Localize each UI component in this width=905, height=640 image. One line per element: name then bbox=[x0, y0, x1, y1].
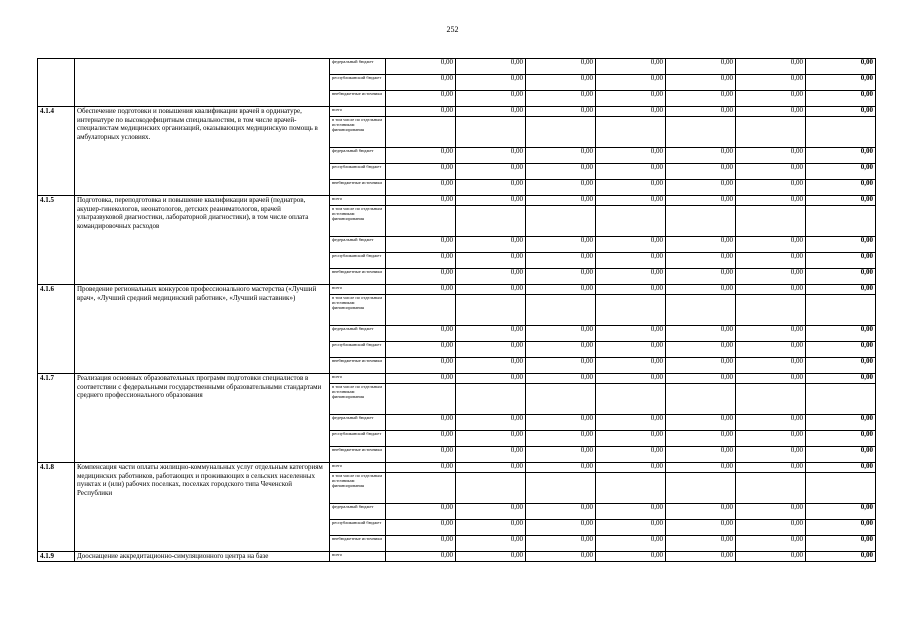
value-cell: 0,00 bbox=[386, 415, 456, 431]
value-cell: 0,00 bbox=[456, 180, 526, 196]
value-cell: 0,00 bbox=[806, 552, 876, 562]
value-cell: 0,00 bbox=[666, 504, 736, 520]
value-cell: 0,00 bbox=[806, 463, 876, 473]
value-cell: 0,00 bbox=[596, 520, 666, 536]
empty-cell bbox=[386, 473, 456, 504]
empty-cell bbox=[386, 295, 456, 326]
value-cell: 0,00 bbox=[666, 358, 736, 374]
value-cell: 0,00 bbox=[456, 431, 526, 447]
value-cell: 0,00 bbox=[736, 269, 806, 285]
value-cell: 0,00 bbox=[806, 326, 876, 342]
budget-table bbox=[37, 58, 876, 562]
empty-cell bbox=[666, 117, 736, 148]
value-cell: 0,00 bbox=[596, 463, 666, 473]
value-cell: 0,00 bbox=[596, 536, 666, 552]
value-cell: 0,00 bbox=[806, 269, 876, 285]
value-cell: 0,00 bbox=[666, 520, 736, 536]
value-cell: 0,00 bbox=[666, 342, 736, 358]
value-cell: 0,00 bbox=[596, 91, 666, 107]
table-row bbox=[38, 196, 876, 206]
value-cell: 0,00 bbox=[736, 107, 806, 117]
empty-cell bbox=[806, 384, 876, 415]
value-cell: 0,00 bbox=[526, 431, 596, 447]
item-code: 4.1.8 bbox=[38, 463, 75, 552]
empty-cell bbox=[736, 206, 806, 237]
table-row bbox=[38, 107, 876, 117]
value-cell: 0,00 bbox=[666, 552, 736, 562]
value-cell: 0,00 bbox=[666, 285, 736, 295]
source-label: федеральный бюджет bbox=[330, 59, 386, 75]
value-cell: 0,00 bbox=[596, 237, 666, 253]
value-cell: 0,00 bbox=[456, 107, 526, 117]
source-label: федеральный бюджет bbox=[330, 237, 386, 253]
value-cell: 0,00 bbox=[456, 447, 526, 463]
value-cell: 0,00 bbox=[666, 59, 736, 75]
value-cell: 0,00 bbox=[386, 59, 456, 75]
value-cell: 0,00 bbox=[526, 180, 596, 196]
empty-cell bbox=[526, 473, 596, 504]
empty-cell bbox=[806, 295, 876, 326]
empty-cell bbox=[806, 117, 876, 148]
value-cell: 0,00 bbox=[736, 520, 806, 536]
empty-cell bbox=[806, 206, 876, 237]
value-cell: 0,00 bbox=[736, 91, 806, 107]
source-label: всего bbox=[330, 107, 386, 117]
value-cell: 0,00 bbox=[456, 536, 526, 552]
source-label: республиканский бюджет bbox=[330, 431, 386, 447]
value-cell: 0,00 bbox=[456, 520, 526, 536]
value-cell: 0,00 bbox=[666, 164, 736, 180]
value-cell: 0,00 bbox=[806, 75, 876, 91]
value-cell: 0,00 bbox=[596, 504, 666, 520]
value-cell: 0,00 bbox=[456, 253, 526, 269]
value-cell: 0,00 bbox=[596, 358, 666, 374]
value-cell: 0,00 bbox=[386, 75, 456, 91]
value-cell: 0,00 bbox=[526, 326, 596, 342]
value-cell: 0,00 bbox=[596, 196, 666, 206]
value-cell: 0,00 bbox=[526, 504, 596, 520]
value-cell: 0,00 bbox=[386, 237, 456, 253]
item-code: 4.1.6 bbox=[38, 285, 75, 374]
value-cell: 0,00 bbox=[526, 536, 596, 552]
value-cell: 0,00 bbox=[456, 91, 526, 107]
empty-cell bbox=[806, 473, 876, 504]
value-cell: 0,00 bbox=[736, 148, 806, 164]
source-label: федеральный бюджет bbox=[330, 148, 386, 164]
empty-cell bbox=[666, 295, 736, 326]
value-cell: 0,00 bbox=[596, 342, 666, 358]
source-label: в том числе по отдельным источникам финансирования bbox=[330, 117, 386, 148]
value-cell: 0,00 bbox=[806, 91, 876, 107]
value-cell: 0,00 bbox=[386, 253, 456, 269]
empty-cell bbox=[596, 295, 666, 326]
value-cell: 0,00 bbox=[456, 326, 526, 342]
value-cell: 0,00 bbox=[666, 463, 736, 473]
value-cell: 0,00 bbox=[596, 326, 666, 342]
source-label: республиканский бюджет bbox=[330, 342, 386, 358]
value-cell: 0,00 bbox=[456, 269, 526, 285]
value-cell: 0,00 bbox=[596, 148, 666, 164]
value-cell: 0,00 bbox=[386, 148, 456, 164]
item-name: Проведение региональных конкурсов профессионального мастерства («Лучший врач», «Лучший средний медицинский работник», «Лучший наставник») bbox=[75, 285, 330, 374]
table-row bbox=[38, 59, 876, 75]
item-code-cell bbox=[38, 59, 75, 107]
value-cell: 0,00 bbox=[386, 164, 456, 180]
value-cell: 0,00 bbox=[386, 431, 456, 447]
source-label: внебюджетные источники bbox=[330, 269, 386, 285]
value-cell: 0,00 bbox=[596, 75, 666, 91]
empty-cell bbox=[596, 473, 666, 504]
source-label: в том числе по отдельным источникам финансирования bbox=[330, 295, 386, 326]
value-cell: 0,00 bbox=[386, 269, 456, 285]
value-cell: 0,00 bbox=[666, 75, 736, 91]
value-cell: 0,00 bbox=[386, 463, 456, 473]
value-cell: 0,00 bbox=[456, 164, 526, 180]
value-cell: 0,00 bbox=[386, 180, 456, 196]
source-label: внебюджетные источники bbox=[330, 180, 386, 196]
value-cell: 0,00 bbox=[386, 536, 456, 552]
value-cell: 0,00 bbox=[386, 326, 456, 342]
value-cell: 0,00 bbox=[666, 196, 736, 206]
value-cell: 0,00 bbox=[456, 75, 526, 91]
value-cell: 0,00 bbox=[386, 447, 456, 463]
value-cell: 0,00 bbox=[526, 269, 596, 285]
empty-cell bbox=[456, 117, 526, 148]
value-cell: 0,00 bbox=[736, 253, 806, 269]
value-cell: 0,00 bbox=[596, 431, 666, 447]
value-cell: 0,00 bbox=[666, 536, 736, 552]
source-label: всего bbox=[330, 374, 386, 384]
value-cell: 0,00 bbox=[386, 358, 456, 374]
item-code: 4.1.7 bbox=[38, 374, 75, 463]
item-name: Реализация основных образовательных программ подготовки специалистов в соответствии с федеральными государственными образовательными стандартами среднего профессионального образования bbox=[75, 374, 330, 463]
value-cell: 0,00 bbox=[736, 415, 806, 431]
value-cell: 0,00 bbox=[806, 374, 876, 384]
value-cell: 0,00 bbox=[386, 107, 456, 117]
table-row bbox=[38, 374, 876, 384]
empty-cell bbox=[736, 384, 806, 415]
value-cell: 0,00 bbox=[526, 358, 596, 374]
empty-cell bbox=[736, 117, 806, 148]
value-cell: 0,00 bbox=[806, 180, 876, 196]
empty-cell bbox=[526, 117, 596, 148]
item-name: Компенсация части оплаты жилищно-коммунальных услуг отдельным категориям медицинских работников, работающих и проживающих в сельских населенных пунктах и (или) рабочих поселках, поселках городского типа Чеченской Республики bbox=[75, 463, 330, 552]
source-label: внебюджетные источники bbox=[330, 358, 386, 374]
value-cell: 0,00 bbox=[806, 536, 876, 552]
value-cell: 0,00 bbox=[386, 285, 456, 295]
empty-cell bbox=[596, 206, 666, 237]
value-cell: 0,00 bbox=[526, 196, 596, 206]
empty-cell bbox=[666, 206, 736, 237]
value-cell: 0,00 bbox=[456, 358, 526, 374]
value-cell: 0,00 bbox=[736, 463, 806, 473]
source-label: республиканский бюджет bbox=[330, 75, 386, 91]
empty-cell bbox=[456, 295, 526, 326]
source-label: внебюджетные источники bbox=[330, 91, 386, 107]
item-code: 4.1.9 bbox=[38, 552, 75, 562]
value-cell: 0,00 bbox=[806, 447, 876, 463]
value-cell: 0,00 bbox=[526, 107, 596, 117]
value-cell: 0,00 bbox=[736, 431, 806, 447]
value-cell: 0,00 bbox=[526, 374, 596, 384]
value-cell: 0,00 bbox=[666, 253, 736, 269]
value-cell: 0,00 bbox=[666, 326, 736, 342]
value-cell: 0,00 bbox=[806, 504, 876, 520]
value-cell: 0,00 bbox=[736, 326, 806, 342]
value-cell: 0,00 bbox=[806, 196, 876, 206]
value-cell: 0,00 bbox=[596, 552, 666, 562]
value-cell: 0,00 bbox=[526, 148, 596, 164]
value-cell: 0,00 bbox=[806, 342, 876, 358]
value-cell: 0,00 bbox=[386, 504, 456, 520]
value-cell: 0,00 bbox=[666, 415, 736, 431]
value-cell: 0,00 bbox=[806, 415, 876, 431]
source-label: всего bbox=[330, 285, 386, 295]
source-label: республиканский бюджет bbox=[330, 164, 386, 180]
value-cell: 0,00 bbox=[456, 552, 526, 562]
value-cell: 0,00 bbox=[386, 520, 456, 536]
value-cell: 0,00 bbox=[806, 285, 876, 295]
empty-cell bbox=[526, 295, 596, 326]
empty-cell bbox=[596, 117, 666, 148]
empty-cell bbox=[666, 473, 736, 504]
value-cell: 0,00 bbox=[596, 374, 666, 384]
value-cell: 0,00 bbox=[386, 196, 456, 206]
value-cell: 0,00 bbox=[736, 358, 806, 374]
value-cell: 0,00 bbox=[526, 552, 596, 562]
value-cell: 0,00 bbox=[526, 342, 596, 358]
empty-cell bbox=[666, 384, 736, 415]
empty-cell bbox=[456, 206, 526, 237]
value-cell: 0,00 bbox=[596, 164, 666, 180]
value-cell: 0,00 bbox=[596, 415, 666, 431]
page-number: 252 bbox=[446, 25, 459, 34]
value-cell: 0,00 bbox=[666, 431, 736, 447]
value-cell: 0,00 bbox=[736, 196, 806, 206]
value-cell: 0,00 bbox=[456, 415, 526, 431]
value-cell: 0,00 bbox=[806, 164, 876, 180]
value-cell: 0,00 bbox=[806, 107, 876, 117]
value-cell: 0,00 bbox=[596, 107, 666, 117]
source-label: внебюджетные источники bbox=[330, 447, 386, 463]
table-row bbox=[38, 463, 876, 473]
value-cell: 0,00 bbox=[456, 196, 526, 206]
table-row bbox=[38, 285, 876, 295]
value-cell: 0,00 bbox=[736, 447, 806, 463]
value-cell: 0,00 bbox=[456, 59, 526, 75]
source-label: всего bbox=[330, 463, 386, 473]
value-cell: 0,00 bbox=[526, 415, 596, 431]
item-code: 4.1.4 bbox=[38, 107, 75, 196]
value-cell: 0,00 bbox=[736, 75, 806, 91]
value-cell: 0,00 bbox=[456, 237, 526, 253]
value-cell: 0,00 bbox=[526, 75, 596, 91]
table-row bbox=[38, 552, 876, 562]
source-label: в том числе по отдельным источникам финансирования bbox=[330, 473, 386, 504]
source-label: федеральный бюджет bbox=[330, 415, 386, 431]
value-cell: 0,00 bbox=[736, 237, 806, 253]
value-cell: 0,00 bbox=[456, 504, 526, 520]
source-label: всего bbox=[330, 552, 386, 562]
value-cell: 0,00 bbox=[666, 180, 736, 196]
value-cell: 0,00 bbox=[736, 374, 806, 384]
empty-cell bbox=[736, 473, 806, 504]
value-cell: 0,00 bbox=[736, 342, 806, 358]
empty-cell bbox=[456, 384, 526, 415]
value-cell: 0,00 bbox=[456, 148, 526, 164]
value-cell: 0,00 bbox=[526, 59, 596, 75]
value-cell: 0,00 bbox=[386, 91, 456, 107]
value-cell: 0,00 bbox=[806, 59, 876, 75]
value-cell: 0,00 bbox=[736, 552, 806, 562]
source-label: федеральный бюджет bbox=[330, 504, 386, 520]
value-cell: 0,00 bbox=[386, 374, 456, 384]
value-cell: 0,00 bbox=[456, 285, 526, 295]
source-label: республиканский бюджет bbox=[330, 253, 386, 269]
value-cell: 0,00 bbox=[666, 107, 736, 117]
empty-cell bbox=[526, 206, 596, 237]
value-cell: 0,00 bbox=[806, 237, 876, 253]
source-label: республиканский бюджет bbox=[330, 520, 386, 536]
value-cell: 0,00 bbox=[666, 237, 736, 253]
item-name: Дооснащение аккредитационно-симуляционного центра на базе bbox=[75, 552, 330, 562]
value-cell: 0,00 bbox=[386, 552, 456, 562]
value-cell: 0,00 bbox=[526, 447, 596, 463]
value-cell: 0,00 bbox=[386, 342, 456, 358]
empty-cell bbox=[596, 384, 666, 415]
value-cell: 0,00 bbox=[806, 520, 876, 536]
value-cell: 0,00 bbox=[736, 59, 806, 75]
item-name: Подготовка, переподготовка и повышение квалификации врачей (педиатров, акушер-гинекологов, неонатологов, детских реаниматологов, врачей ультразвуковой диагностики, лабораторной диагностики), в том числе оплата командировочных расходов bbox=[75, 196, 330, 285]
value-cell: 0,00 bbox=[666, 148, 736, 164]
value-cell: 0,00 bbox=[456, 342, 526, 358]
source-label: внебюджетные источники bbox=[330, 536, 386, 552]
source-label: всего bbox=[330, 196, 386, 206]
value-cell: 0,00 bbox=[596, 447, 666, 463]
empty-cell bbox=[386, 384, 456, 415]
value-cell: 0,00 bbox=[596, 59, 666, 75]
value-cell: 0,00 bbox=[736, 180, 806, 196]
empty-cell bbox=[386, 117, 456, 148]
value-cell: 0,00 bbox=[526, 463, 596, 473]
source-label: в том числе по отдельным источникам финансирования bbox=[330, 384, 386, 415]
value-cell: 0,00 bbox=[666, 269, 736, 285]
value-cell: 0,00 bbox=[806, 431, 876, 447]
empty-cell bbox=[526, 384, 596, 415]
value-cell: 0,00 bbox=[736, 536, 806, 552]
value-cell: 0,00 bbox=[736, 164, 806, 180]
value-cell: 0,00 bbox=[806, 358, 876, 374]
empty-cell bbox=[386, 206, 456, 237]
source-label: федеральный бюджет bbox=[330, 326, 386, 342]
value-cell: 0,00 bbox=[666, 447, 736, 463]
value-cell: 0,00 bbox=[666, 374, 736, 384]
value-cell: 0,00 bbox=[526, 237, 596, 253]
value-cell: 0,00 bbox=[526, 91, 596, 107]
value-cell: 0,00 bbox=[526, 520, 596, 536]
value-cell: 0,00 bbox=[736, 504, 806, 520]
empty-cell bbox=[456, 473, 526, 504]
empty-cell bbox=[736, 295, 806, 326]
value-cell: 0,00 bbox=[596, 285, 666, 295]
item-code: 4.1.5 bbox=[38, 196, 75, 285]
value-cell: 0,00 bbox=[526, 285, 596, 295]
value-cell: 0,00 bbox=[806, 253, 876, 269]
value-cell: 0,00 bbox=[666, 91, 736, 107]
value-cell: 0,00 bbox=[736, 285, 806, 295]
value-cell: 0,00 bbox=[806, 148, 876, 164]
value-cell: 0,00 bbox=[456, 374, 526, 384]
value-cell: 0,00 bbox=[596, 180, 666, 196]
value-cell: 0,00 bbox=[456, 463, 526, 473]
value-cell: 0,00 bbox=[526, 164, 596, 180]
value-cell: 0,00 bbox=[596, 253, 666, 269]
source-label: в том числе по отдельным источникам финансирования bbox=[330, 206, 386, 237]
value-cell: 0,00 bbox=[596, 269, 666, 285]
item-name: Обеспечение подготовки и повышения квалификации врачей в ординатуре, интернатуре по высокодефицитным специальностям, в том числе врачей-специалистам медицинских организаций, оказывающих медицинскую помощь в амбулаторных условиях. bbox=[75, 107, 330, 196]
item-name-cell bbox=[75, 59, 330, 107]
value-cell: 0,00 bbox=[526, 253, 596, 269]
